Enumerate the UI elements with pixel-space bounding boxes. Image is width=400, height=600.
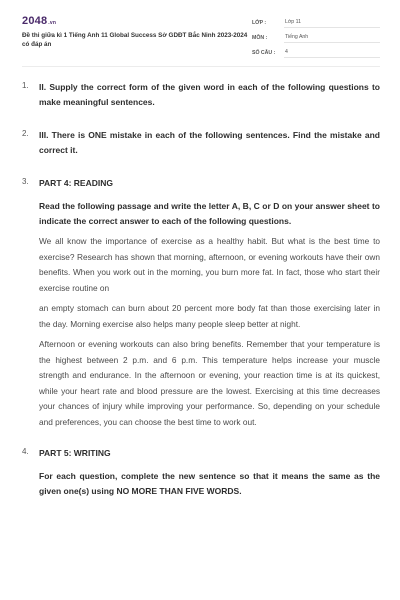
meta-row-class: [252, 15, 380, 30]
question-heading: II. Supply the correct form of the given word in each of the following questions to make meaningful sentences.: [39, 82, 380, 107]
logo-suffix: .vn: [48, 20, 57, 26]
site-logo[interactable]: [22, 15, 56, 27]
meta-value: 4: [284, 47, 380, 58]
section-heading: PART 5: WRITING: [39, 448, 111, 458]
page-header: [0, 0, 400, 66]
question-number: 4.: [22, 447, 29, 456]
section-instruction: Read the following passage and write the letter A, B, C or D on your answer sheet to indicate the correct answer to each of the following questions.: [39, 201, 380, 226]
question-item: [22, 128, 380, 158]
meta-value: Tiếng Anh: [284, 32, 380, 43]
question-number: 2.: [22, 129, 29, 138]
meta-value: Lớp 11: [284, 17, 380, 28]
meta-label: MÔN :: [252, 34, 268, 41]
question-heading: III. There is ONE mistake in each of the following sentences. Find the mistake and correct it.: [39, 130, 380, 155]
section-instruction: For each question, complete the new sentence so that it means the same as the given one(s) using NO MORE THAN FIVE WORDS.: [39, 471, 380, 496]
meta-row-question-count: [252, 45, 380, 60]
question-item: [22, 446, 380, 499]
exam-meta: [252, 15, 380, 60]
question-item: [22, 176, 380, 430]
question-list: [22, 80, 380, 499]
passage-paragraph: We all know the importance of exercise as a healthy habit. But what is the best time to exercise? Research has shown that morning, afternoon, or evening workouts have their own benefits. When you work out in the morning, you burn more fat. In fact, those who start their exercise routine on: [39, 236, 380, 293]
section-heading: PART 4: READING: [39, 178, 113, 188]
meta-row-subject: [252, 30, 380, 45]
meta-label: LỚP :: [252, 19, 267, 26]
header-divider: [22, 66, 380, 67]
meta-label: SỐ CÂU :: [252, 49, 276, 56]
question-number: 3.: [22, 177, 29, 186]
logo-text: 2048: [22, 15, 48, 27]
passage-paragraph: an empty stomach can burn about 20 percent more body fat than those exercising later in the day. Morning exercise also helps many people sleep better at night.: [39, 303, 380, 329]
exam-title: Đề thi giữa kì 1 Tiếng Anh 11 Global Success Sở GDĐT Bắc Ninh 2023-2024 có đáp án: [22, 32, 248, 48]
question-item: [22, 80, 380, 110]
question-number: 1.: [22, 81, 29, 90]
passage-paragraph: Afternoon or evening workouts can also bring benefits. Remember that your temperature is the highest between 2 p.m. and 6 p.m. This temperature helps increase your muscle strength and endurance. In the afternoon or evening, your reaction time is at its quickest, while your heart rate and blood pressure are the lowest. Exercising at this time decreases your chances of injury while improving your performance. So, depending on your schedule and preferences, you can choose the best time to work out.: [39, 339, 380, 427]
